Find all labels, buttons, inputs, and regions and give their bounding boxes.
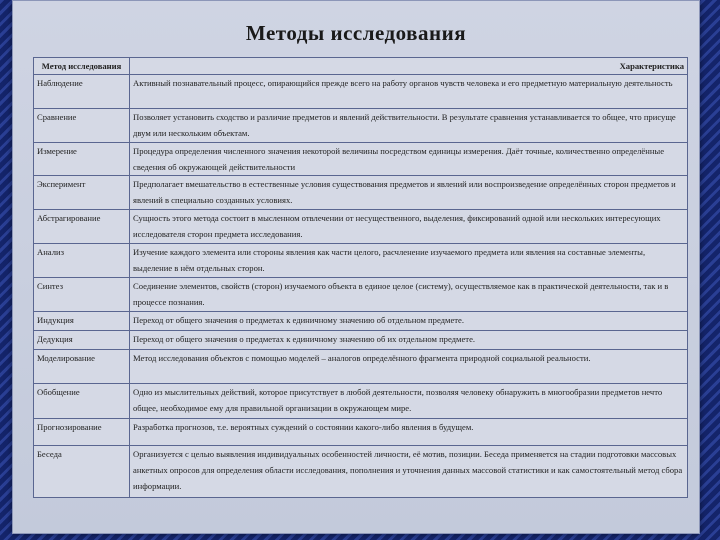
characteristic-cell: Процедура определения численного значения некоторой величины посредством единицы измерения. Даёт точные, количественно определённые сведения об окружающей действительности [130,143,688,176]
table-row [34,419,688,446]
method-cell: Индукция [34,312,130,331]
table-row [34,109,688,143]
header-method: Метод исследования [34,58,130,75]
method-cell: Измерение [34,143,130,176]
table-row [34,278,688,312]
method-cell: Беседа [34,446,130,498]
table-row [34,143,688,176]
characteristic-cell: Переход от общего значения о предметах к единичному значению об их отдельном предмете. [130,331,688,350]
characteristic-cell: Предполагает вмешательство в естественные условия существования предметов и явлений или воспроизведение определённых сторон предметов и явлений в специально созданных условиях. [130,176,688,210]
table-row [34,446,688,498]
characteristic-cell: Сущность этого метода состоит в мысленном отвлечении от несущественного, выделения, фиксирований одной или нескольких интересующих исследователя сторон предмета исследования. [130,210,688,244]
characteristic-cell: Позволяет установить сходство и различие предметов и явлений действительности. В результате сравнения устанавливается то общее, что присуще двум или нескольким объектам. [130,109,688,143]
characteristic-cell: Организуется с целью выявления индивидуальных особенностей личности, её мотив, позиции. Беседа применяется на стадии подготовки массовых анкетных опросов для определения области исследования, пополнения и уточнения данных массовой статистики и как самостоятельный метод сбора информации. [130,446,688,498]
method-cell: Анализ [34,244,130,278]
characteristic-cell: Изучение каждого элемента или стороны явления как части целого, расчленение изучаемого предмета или явления на составные элементы, выделение в нём отдельных сторон. [130,244,688,278]
table-row [34,176,688,210]
table-row [34,75,688,109]
method-cell: Сравнение [34,109,130,143]
methods-table [33,57,688,498]
table-row [34,312,688,331]
characteristic-cell: Переход от общего значения о предметах к единичному значению об отдельном предмете. [130,312,688,331]
characteristic-cell: Метод исследования объектов с помощью моделей – аналогов определённого фрагмента природной социальной реальности. [130,350,688,384]
page-title: Методы исследования [245,21,467,45]
method-cell: Синтез [34,278,130,312]
method-cell: Моделирование [34,350,130,384]
characteristic-cell: Одно из мыслительных действий, которое присутствует в любой деятельности, позволяя человеку обнаружить в многообразии предметов нечто общее, необходимое ему для правильной организации в окружающем мире. [130,384,688,419]
characteristic-cell: Активный познавательный процесс, опирающийся прежде всего на работу органов чувств человека и его предметную материальную деятельность [130,75,688,109]
method-cell: Эксперимент [34,176,130,210]
characteristic-cell: Соединение элементов, свойств (сторон) изучаемого объекта в единое целое (систему), осуществляемое как в практической деятельности, так и в процессе познания. [130,278,688,312]
characteristic-cell: Разработка прогнозов, т.е. вероятных суждений о состоянии какого-либо явления в будущем. [130,419,688,446]
method-cell: Абстрагирование [34,210,130,244]
slide [12,0,700,534]
method-cell: Наблюдение [34,75,130,109]
method-cell: Дедукция [34,331,130,350]
table-header-row [34,58,688,75]
table-row [34,384,688,419]
table-row [34,331,688,350]
method-cell: Обобщение [34,384,130,419]
table-row [34,350,688,384]
method-cell: Прогнозирование [34,419,130,446]
header-characteristic: Характеристика [130,58,688,75]
table-row [34,210,688,244]
table-row [34,244,688,278]
